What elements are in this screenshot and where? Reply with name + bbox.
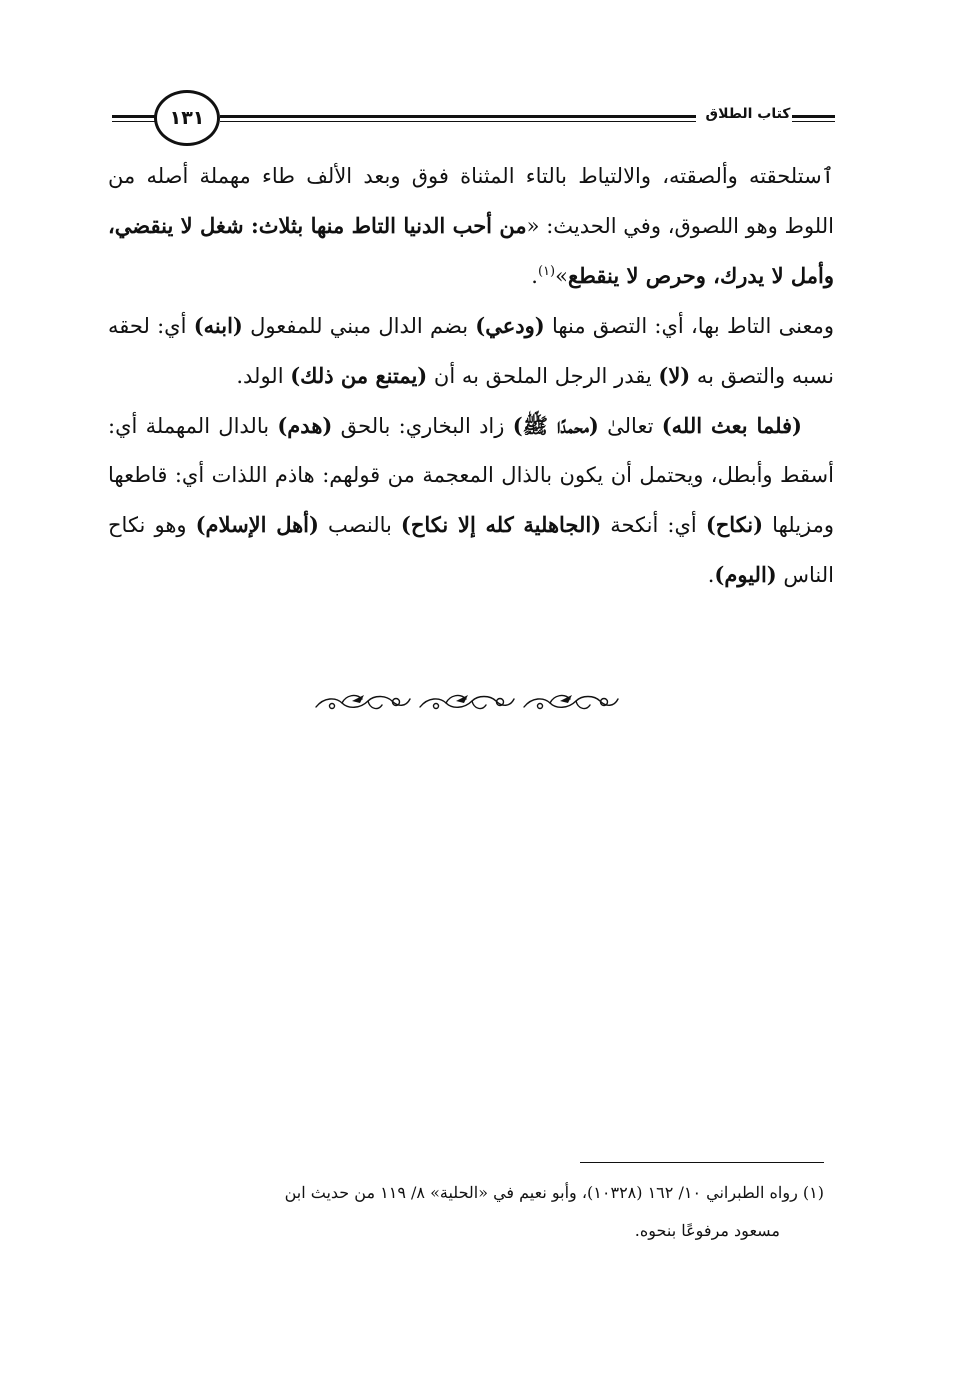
matn-term: (فلما بعث الله) xyxy=(661,413,802,438)
p2-text-4: أي: أنكحة xyxy=(601,513,706,537)
header-rule-left xyxy=(112,115,157,122)
matn-term: (ودعي) xyxy=(475,313,545,338)
p1-text-6: أي: لحقه نسبه والتصق به xyxy=(108,314,834,388)
page-number: ١٣١ xyxy=(169,107,205,129)
main-text xyxy=(108,152,834,600)
matn-term: (اليوم) xyxy=(714,562,777,587)
ornament-motif xyxy=(316,696,410,709)
running-title: كتاب الطلاق xyxy=(705,106,791,122)
paragraph-1 xyxy=(108,152,834,401)
paragraph-2 xyxy=(108,401,834,600)
p2-text-1: تعالىٰ xyxy=(598,414,662,438)
ornament-motif xyxy=(524,696,618,709)
matn-term: (الجاهلية كله إلا نكاح) xyxy=(400,512,602,537)
p1-text-7: يقدر الرجل الملحق به أن xyxy=(427,364,659,388)
footnote-reference[interactable]: (١) xyxy=(537,264,556,279)
header-rule-right xyxy=(792,115,835,122)
matn-term: (محمدًا ﷺ) xyxy=(512,413,599,438)
p1-text-8: الولد. xyxy=(236,364,291,388)
p2-text-6: وهو نكاح الناس xyxy=(108,513,834,587)
footnote-line-1: (١) رواه الطبراني ١٠/ ١٦٢ (١٠٣٢٨)، وأبو نعيم في «الحلية» ٨/ ١١٩ من حديث ابن xyxy=(284,1183,824,1202)
header-rule-middle xyxy=(220,115,696,122)
floral-divider-icon xyxy=(312,687,622,717)
footnote xyxy=(96,1174,824,1250)
p2-text-3: بالدال المهملة أي: أسقط وأبطل، ويحتمل أن يكون بالذال المعجمة من قولهم: هاذم اللذات أي: قاطعها ومزيلها xyxy=(108,414,835,537)
footnote-line-2: مسعود مرفوعًا بنحوه. xyxy=(634,1221,780,1240)
p2-text-5: بالنصب xyxy=(318,513,401,537)
p2-text-2: زاد البخاري: بالحق xyxy=(332,414,513,438)
p2-text-7: . xyxy=(707,563,715,587)
hadith-quote: من أحب الدنيا التاط منها بثلاث: شغل لا ينقضي، وأمل لا يدرك، وحرص لا ينقطع xyxy=(108,213,834,288)
matn-term: (يمتنع من ذلك) xyxy=(290,363,428,388)
matn-term: (نكاح) xyxy=(705,512,764,537)
matn-term: (هدم) xyxy=(277,413,333,438)
p1-text-4: ومعنى التاط بها، أي: التصق منها xyxy=(544,314,834,338)
p1-text-5: بضم الدال مبني للمفعول xyxy=(242,314,476,338)
p1-text-3: . xyxy=(531,264,538,288)
matn-term: (أهل الإسلام) xyxy=(195,512,319,537)
page-number-badge xyxy=(154,90,220,146)
footnote-separator xyxy=(580,1162,824,1163)
matn-term: (ابنه) xyxy=(193,313,243,338)
matn-term: (لا) xyxy=(658,363,691,388)
ornament-motif xyxy=(420,696,514,709)
p1-text-1: ٱستلحقته وألصقته، والالتياط بالتاء المثناة فوق وبعد الألف طاء مهملة أصله من اللوط وهو اللصوق، وفي الحديث: « xyxy=(108,164,834,238)
running-header xyxy=(112,84,835,154)
p1-text-2: » xyxy=(555,264,568,288)
